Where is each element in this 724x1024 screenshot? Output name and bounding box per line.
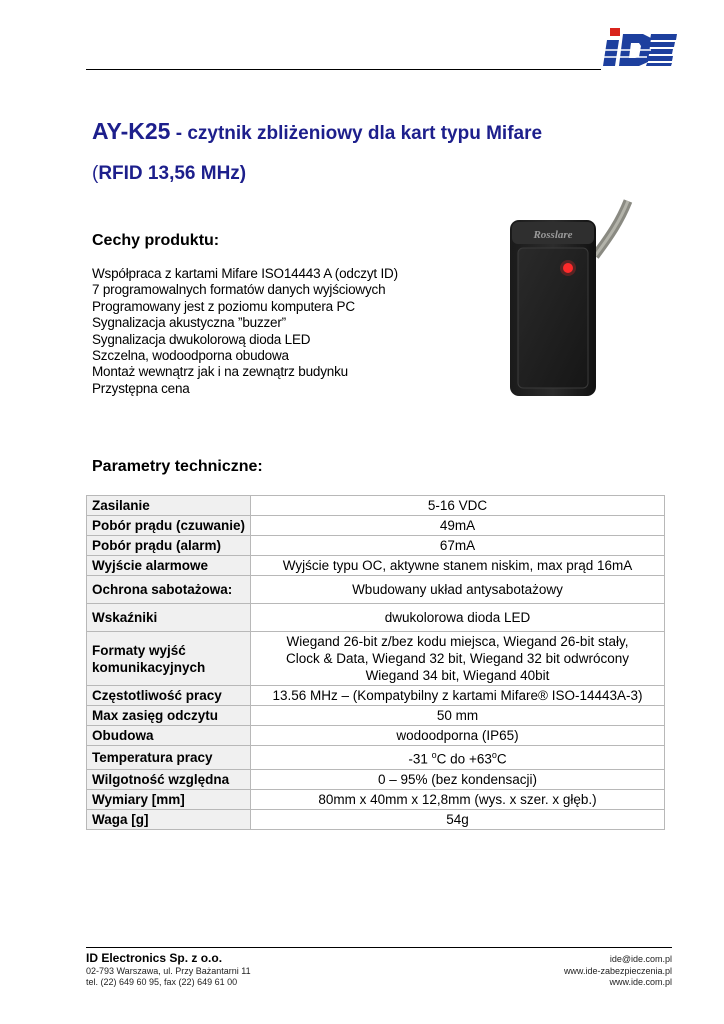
- table-row: [87, 516, 665, 536]
- table-row: [87, 726, 665, 746]
- param-value: 5-16 VDC: [251, 496, 665, 516]
- param-value: wodoodporna (IP65): [251, 726, 665, 746]
- page-title: [92, 118, 542, 145]
- feature-item: Programowany jest z poziomu komputera PC: [92, 298, 355, 314]
- param-value: 49mA: [251, 516, 665, 536]
- param-key: Wymiary [mm]: [87, 789, 251, 809]
- table-row: [87, 686, 665, 706]
- temp-min: -31: [408, 751, 432, 767]
- param-value: 0 – 95% (bez kondensacji): [251, 769, 665, 789]
- format-line: Clock & Data, Wiegand 32 bit, Wiegand 32 bit odwrócony: [286, 651, 629, 666]
- table-row: [87, 604, 665, 632]
- format-line: Wiegand 34 bit, Wiegand 40bit: [365, 668, 550, 683]
- subtitle-paren: (: [92, 163, 99, 184]
- product-model: AY-K25: [92, 118, 171, 144]
- table-row: [87, 789, 665, 809]
- param-key: Temperatura pracy: [87, 746, 251, 770]
- param-value: 80mm x 40mm x 12,8mm (wys. x szer. x głęb.): [251, 789, 665, 809]
- param-key: Pobór prądu (czuwanie): [87, 516, 251, 536]
- param-key: Częstotliwość pracy: [87, 686, 251, 706]
- ide-logo-icon: [601, 28, 677, 70]
- product-photo: [500, 196, 635, 400]
- features-heading: Cechy produktu:: [92, 232, 220, 249]
- table-row: [87, 576, 665, 604]
- parameters-table: [86, 495, 665, 830]
- param-value: 13.56 MHz – (Kompatybilny z kartami Mifare® ISO-14443A-3): [251, 686, 665, 706]
- features-list: [92, 266, 398, 397]
- header-rule: [86, 69, 601, 70]
- param-key: Waga [g]: [87, 809, 251, 829]
- degree-sign: o: [491, 750, 497, 760]
- param-value: 67mA: [251, 536, 665, 556]
- feature-item: Montaż wewnątrz jak i na zewnątrz budynku: [92, 364, 348, 380]
- company-address: 02-793 Warszawa, ul. Przy Bażantarni 11: [86, 966, 251, 976]
- product-description: - czytnik zbliżeniowy dla kart typu Mifare: [170, 123, 543, 144]
- table-row: [87, 556, 665, 576]
- website-link[interactable]: www.ide-zabezpieczenia.pl: [563, 965, 672, 976]
- param-value: dwukolorowa dioda LED: [251, 604, 665, 632]
- subtitle-text: RFID 13,56 MHz): [98, 163, 247, 184]
- param-key: Wskaźniki: [87, 604, 251, 632]
- temp-unit: C: [496, 751, 507, 767]
- table-row: [87, 632, 665, 686]
- website-link[interactable]: www.ide.com.pl: [609, 977, 672, 987]
- page-subtitle: [92, 163, 246, 185]
- footer-contact-block: [564, 954, 672, 989]
- table-row: [87, 496, 665, 516]
- parameters-heading: Parametry techniczne:: [92, 458, 263, 475]
- param-key: Pobór prądu (alarm): [87, 536, 251, 556]
- param-key: Max zasięg odczytu: [87, 706, 251, 726]
- feature-item: Sygnalizacja dwukolorową dioda LED: [92, 331, 311, 347]
- footer-rule: [86, 947, 672, 948]
- table-row: [87, 746, 665, 770]
- email-link[interactable]: ide@ide.com.pl: [609, 954, 672, 964]
- temp-max: C do +63: [436, 751, 492, 767]
- feature-item: Współpraca z kartami Mifare ISO14443 A (odczyt ID): [92, 266, 398, 281]
- table-row: [87, 706, 665, 726]
- table-row: [87, 536, 665, 556]
- param-key: Ochrona sabotażowa:: [87, 576, 251, 604]
- param-value: [251, 746, 665, 770]
- footer-company-block: [86, 951, 251, 988]
- param-key: Obudowa: [87, 726, 251, 746]
- param-value: Wbudowany układ antysabotażowy: [251, 576, 665, 604]
- param-key: Wilgotność względna: [87, 769, 251, 789]
- format-line: Wiegand 26-bit z/bez kodu miejsca, Wiegand 26-bit stały,: [286, 634, 629, 649]
- feature-item: Szczelna, wodoodporna obudowa: [92, 348, 289, 364]
- table-row: [87, 809, 665, 829]
- company-phone: tel. (22) 649 60 95, fax (22) 649 61 00: [86, 977, 238, 987]
- param-key: Wyjście alarmowe: [87, 556, 251, 576]
- feature-item: Przystępna cena: [92, 380, 190, 396]
- param-value: Wyjście typu OC, aktywne stanem niskim, max prąd 16mA: [251, 556, 665, 576]
- degree-sign: o: [431, 750, 437, 760]
- table-row: [87, 769, 665, 789]
- company-name: ID Electronics Sp. z o.o.: [86, 951, 223, 965]
- feature-item: Sygnalizacja akustyczna ”buzzer”: [92, 315, 286, 331]
- param-key: Zasilanie: [87, 496, 251, 516]
- param-key: Formaty wyjść komunikacyjnych: [87, 632, 251, 686]
- param-value: [251, 632, 665, 686]
- feature-item: 7 programowalnych formatów danych wyjściowych: [92, 282, 386, 298]
- param-value: 54g: [251, 809, 665, 829]
- param-value: 50 mm: [251, 706, 665, 726]
- brand-label: Rosslare: [533, 229, 573, 241]
